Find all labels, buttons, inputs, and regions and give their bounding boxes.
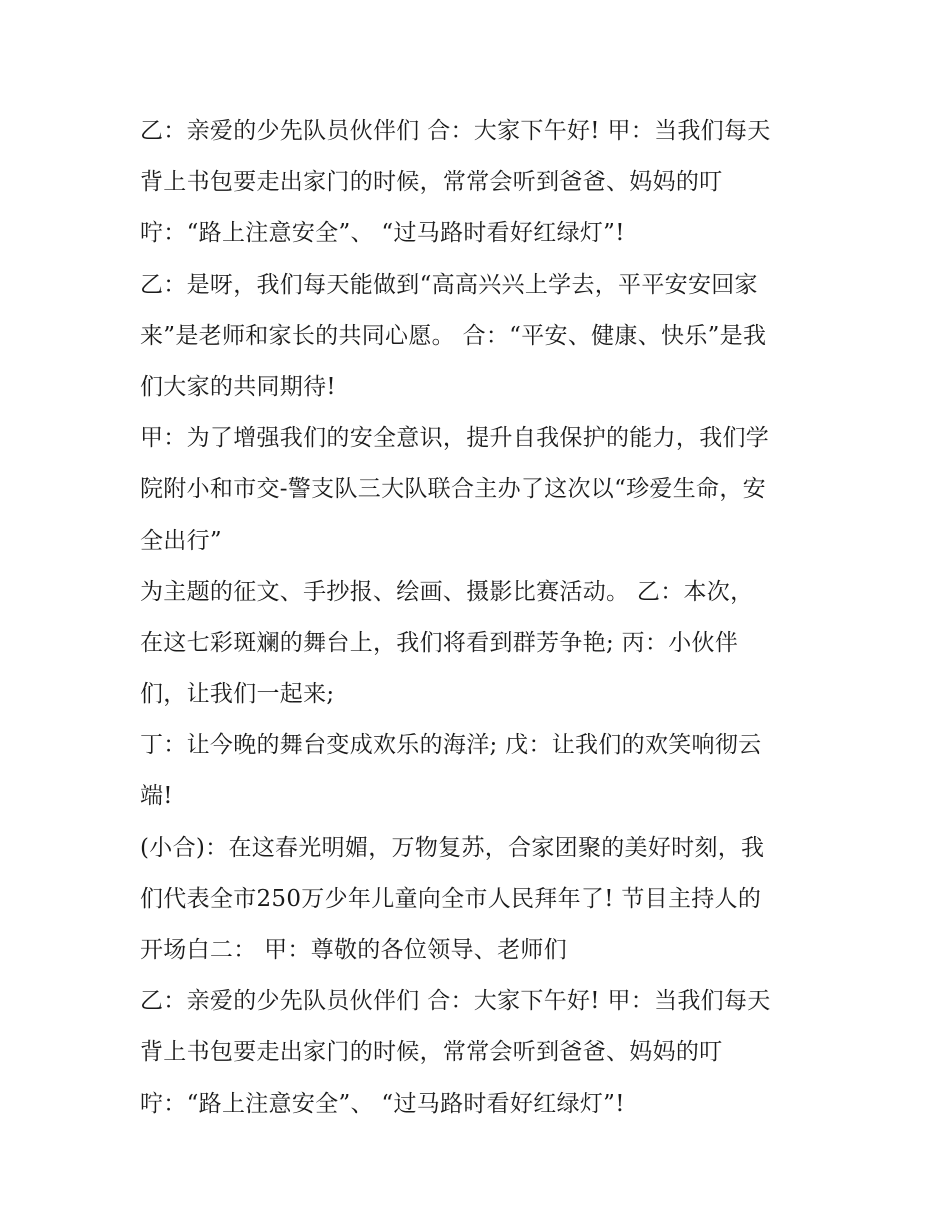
text-line: 院附小和市交-警支队三大队联合主办了这次以“珍爱生命，安 — [140, 476, 766, 503]
text-line: 开场白二： 甲：尊敬的各位领导、老师们 — [140, 937, 568, 963]
text-line: 乙：亲爱的少先队员伙伴们 合：大家下午好! 甲：当我们每天 — [140, 118, 771, 144]
text-line: 全出行” — [140, 527, 222, 554]
text-line: 甲：为了增强我们的安全意识，提升自我保护的能力，我们学 — [140, 425, 770, 452]
text-line: 们，让我们一起来; — [140, 681, 335, 708]
text-line: 背上书包要走出家门的时候，常常会听到爸爸、妈妈的叮 — [140, 169, 723, 196]
text-line: 乙：亲爱的少先队员伙伴们 合：大家下午好! 甲：当我们每天 — [140, 988, 771, 1015]
text-line: 咛：“路上注意安全”、 “过马路时看好红绿灯”! — [140, 1090, 625, 1117]
text-line: 们代表全市250万少年儿童向全市人民拜年了! 节目主持人的 — [140, 885, 762, 912]
text-line: 乙：是呀，我们每天能做到“高高兴兴上学去，平平安安回家 — [140, 271, 758, 298]
text-line: 在这七彩斑斓的舞台上，我们将看到群芳争艳; 丙：小伙伴 — [140, 629, 739, 656]
text-line: 来”是老师和家长的共同心愿。 合：“平安、健康、快乐”是我 — [140, 322, 767, 349]
text-line: 咛：“路上注意安全”、 “过马路时看好红绿灯”! — [140, 220, 625, 247]
text-line: 背上书包要走出家门的时候，常常会听到爸爸、妈妈的叮 — [140, 1039, 723, 1066]
document-body — [140, 106, 830, 1130]
text-line: 丁：让今晚的舞台变成欢乐的海洋; 戊：让我们的欢笑响彻云 — [140, 732, 762, 759]
text-line: 端! — [140, 783, 173, 810]
text-line: 们大家的共同期待! — [140, 373, 336, 400]
text-line: (小合)：在这春光明媚，万物复苏，合家团聚的美好时刻，我 — [140, 834, 765, 861]
text-line: 为主题的征文、手抄报、绘画、摄影比赛活动。 乙：本次， — [140, 578, 754, 605]
